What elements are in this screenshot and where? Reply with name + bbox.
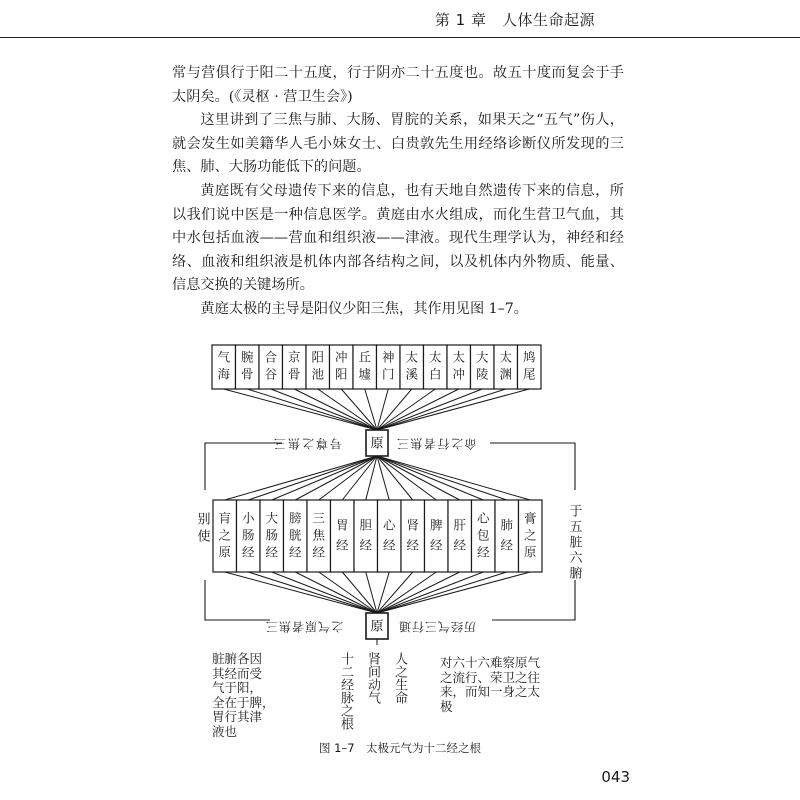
svg-text:墟: 墟 [358,366,372,382]
svg-text:冲: 冲 [452,366,466,382]
fan-line [318,389,377,430]
fan-line [377,456,436,500]
svg-text:冲: 冲 [334,349,348,365]
mid-right-label [397,437,477,452]
svg-text:三: 三 [273,436,287,451]
channel-label [265,511,278,560]
right-side-label [569,505,583,582]
fan-line [271,389,377,430]
svg-text:者: 者 [291,619,305,634]
svg-text:膀: 膀 [288,510,302,526]
fan-line [377,456,460,500]
svg-text:阳: 阳 [311,349,325,365]
svg-text:之: 之 [523,527,537,543]
svg-text:于: 于 [569,504,583,520]
svg-text:包: 包 [476,527,490,543]
fan-line [224,389,377,430]
svg-text:六: 六 [569,551,583,566]
channel-box [378,500,402,572]
svg-text:三: 三 [396,436,410,451]
svg-text:使: 使 [197,529,211,545]
channel-label [477,511,490,560]
svg-text:肺: 肺 [500,517,514,533]
right-bracket-top [490,443,575,490]
svg-text:海: 海 [217,366,231,382]
svg-text:焦: 焦 [278,619,292,634]
fan-line [377,572,483,613]
bottom-right-label [399,620,476,635]
fan-line [295,456,377,500]
fan-line [377,572,460,613]
svg-text:经: 经 [265,544,279,560]
svg-text:之: 之 [450,436,464,451]
svg-text:通: 通 [398,619,412,634]
fan-line [377,456,530,500]
channel-label [524,511,537,560]
note-left-line: 液也 [212,723,238,739]
svg-text:原: 原 [304,619,318,634]
svg-text:心: 心 [476,510,490,526]
svg-text:脾: 脾 [429,517,443,533]
left-bracket-bottom [205,580,270,620]
svg-text:合: 合 [264,349,278,365]
fan-line [377,572,507,613]
note-mid-col-2: 肾间动气 [365,652,380,704]
svg-text:焦: 焦 [287,436,301,451]
svg-text:膏: 膏 [523,510,537,526]
svg-text:经: 经 [406,537,420,553]
note-right-line: 之流行、荣卫之往 [440,669,541,685]
svg-text:之: 之 [218,527,232,543]
svg-text:胆: 胆 [359,517,373,533]
svg-text:经: 经 [453,537,467,553]
svg-text:神: 神 [381,349,395,365]
svg-text:骨: 骨 [287,366,301,382]
note-left-line: 胃行其津 [212,709,263,724]
channel-box [331,500,355,572]
fan-line [248,456,377,500]
note-left [212,652,282,739]
svg-text:经: 经 [359,537,373,553]
svg-text:三: 三 [265,619,279,634]
svg-text:经: 经 [429,537,443,553]
svg-text:命: 命 [464,436,477,451]
svg-text:腕: 腕 [240,349,254,365]
fan-line [377,389,459,430]
svg-text:京: 京 [287,349,301,365]
svg-text:太: 太 [428,349,442,365]
note-left-line: 气于阳， [212,680,263,695]
note-mid-col-3: 人之生命 [392,652,407,704]
fan-line [377,389,482,430]
note-right-line: 对六十六难察原气 [440,655,541,670]
note-mid-col-1: 十二经脉之根 [338,652,353,730]
svg-text:者: 者 [423,436,437,451]
svg-text:之: 之 [330,619,344,634]
svg-text:焦: 焦 [410,436,423,451]
paragraph-quote: 常与营俱行于阳二十五度，行于阴亦二十五度也。故五十度而复会于手太阴矣。(《灵枢 · 营卫生会》) [172,65,624,105]
bottom-left-label [266,620,343,635]
note-right-line: 来，而知一身之太 [440,684,541,699]
fan-line [247,389,377,430]
svg-text:经: 经 [288,544,302,560]
fan-line [294,389,377,430]
note-left-line: 其经而受 [212,665,263,681]
svg-text:肓: 肓 [218,510,232,526]
channel-label [289,511,302,560]
fan-line [272,572,377,613]
svg-text:胱: 胱 [288,527,302,543]
svg-text:行: 行 [437,436,450,451]
fan-line [377,456,483,500]
fan-line [377,456,507,500]
svg-text:三: 三 [424,619,438,634]
fan-line [377,456,389,500]
svg-text:门: 门 [381,366,395,382]
fan-line [272,456,377,500]
svg-text:肠: 肠 [241,527,255,543]
channel-label [218,511,231,560]
note-left-line: 脏腑各因 [212,651,263,666]
svg-text:心: 心 [382,517,396,533]
left-bracket-top [205,443,282,490]
svg-text:气: 气 [317,619,331,634]
channel-box [448,500,472,572]
paragraph-3: 黄庭太极的主导是阳仪少阳三焦，其作用见图 1–7。 [200,300,528,317]
fan-line [225,456,377,500]
svg-text:渊: 渊 [499,366,513,382]
svg-text:骨: 骨 [240,366,254,382]
svg-text:陵: 陵 [475,366,489,382]
paragraph-1: 这里讲到了三焦与肺、大肠、胃脘的关系，如果天之“五气”伤人，就会发生如美籍华人毛小妹女士、白贵敦先生用经络诊断仪所发现的三焦、肺、大肠功能低下的问题。 [172,112,624,176]
bottom-node-label: 原 [370,619,384,635]
figure-caption: 图 1–7 太极元气为十二经之根 [318,741,482,755]
svg-text:鸠: 鸠 [522,349,536,365]
note-right [440,656,560,714]
channel-box [495,500,519,572]
svg-text:溪: 溪 [405,366,419,382]
channel-box [401,500,425,572]
svg-text:经: 经 [382,537,396,553]
svg-text:肠: 肠 [265,527,279,543]
svg-text:脏: 脏 [569,535,583,551]
svg-text:经: 经 [450,619,464,634]
svg-text:焦: 焦 [312,527,326,543]
svg-text:阳: 阳 [334,366,348,382]
fan-line [377,572,436,613]
svg-text:历: 历 [463,619,477,634]
fan-line [377,572,389,613]
svg-text:尊: 尊 [315,436,329,451]
svg-text:太: 太 [499,349,513,365]
svg-text:行: 行 [411,619,425,634]
page-number: 043 [601,768,630,786]
svg-text:太: 太 [452,349,466,365]
svg-text:经: 经 [335,537,349,553]
svg-text:号: 号 [329,436,343,451]
svg-text:白: 白 [428,366,442,382]
note-left-line: 全在于脾， [212,694,275,710]
left-side-label [197,512,210,545]
svg-text:丘: 丘 [358,349,372,365]
channel-label [242,511,255,560]
svg-text:太: 太 [405,349,419,365]
chapter-title: 第 1 章 人体生命起源 [434,11,595,29]
fan-line [377,389,529,430]
svg-text:胃: 胃 [335,517,349,533]
svg-text:三: 三 [312,510,326,526]
mid-node-label: 原 [370,436,384,452]
svg-text:小: 小 [241,510,255,526]
channel-box [354,500,378,572]
fan-line [225,572,377,613]
svg-text:池: 池 [311,366,325,382]
svg-text:大: 大 [475,349,489,365]
svg-text:原: 原 [218,544,232,560]
svg-text:经: 经 [476,544,490,560]
svg-text:大: 大 [265,510,279,526]
svg-text:尾: 尾 [522,366,536,382]
svg-text:经: 经 [312,544,326,560]
note-middle [338,652,418,732]
fan-line [377,389,506,430]
fan-line [295,572,377,613]
svg-text:气: 气 [217,349,231,365]
channel-label [312,511,325,560]
svg-text:谷: 谷 [264,366,278,382]
svg-text:别: 别 [197,512,211,528]
svg-text:腑: 腑 [569,566,583,582]
paragraph-2: 黄庭既有父母遗传下来的信息，也有天地自然遗传下来的信息，所以我们说中医是一种信息医学。黄庭由水火组成，而化生营卫气血，其中水包括血液——营血和组织液——津液。现代生理学认为，神经和经络、血液和组织液是机体内部各结构之间，以及机体内外物质、能量、信息交换的关键场所。 [172,182,624,294]
svg-text:经: 经 [241,544,255,560]
fan-line [248,572,377,613]
svg-text:经: 经 [500,537,514,553]
note-right-line: 极 [440,698,453,714]
svg-text:原: 原 [523,544,537,560]
svg-text:肝: 肝 [453,517,467,533]
svg-text:肾: 肾 [406,517,420,533]
svg-text:五: 五 [569,520,583,535]
channel-box [425,500,449,572]
right-bracket-bottom [492,580,575,620]
mid-left-label [274,437,342,452]
svg-text:气: 气 [437,619,451,634]
fan-line [365,389,377,430]
fan-line [377,572,530,613]
svg-text:之: 之 [301,436,315,451]
